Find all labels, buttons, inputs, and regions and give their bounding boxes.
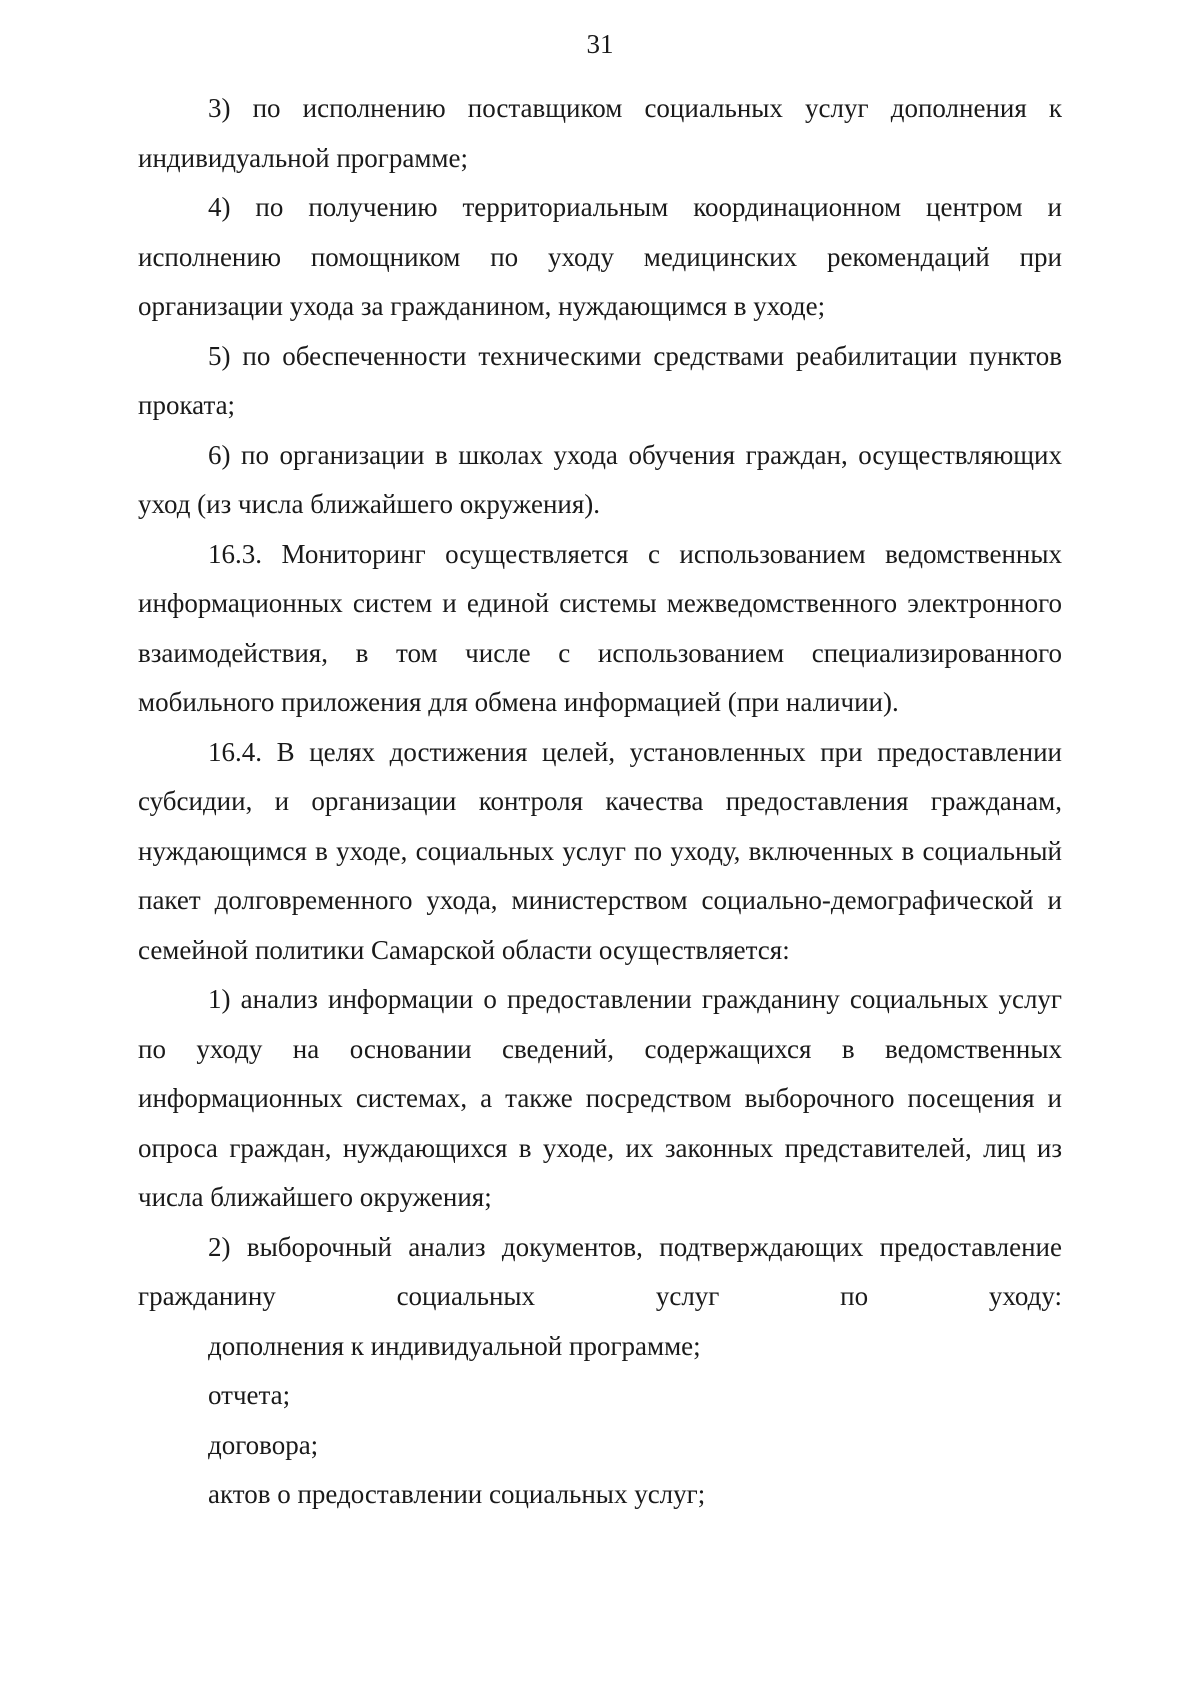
list-item: актов о предоставлении социальных услуг; <box>208 1479 706 1509</box>
list-item: отчета; <box>208 1380 291 1410</box>
list-item: договора; <box>208 1429 319 1460</box>
paragraph-16-4: 16.4. В целях достижения целей, установленных при предоставлении субсидии, и организации контроля качества предоставления гражданам, нуждающимся в уходе, социальных услуг по уходу, включенных в социальный пакет долговременного ухода, министерством социально-демографической и семейной политики Самарской области осуществляется: <box>138 736 1062 965</box>
paragraph-subitem-1: 1) анализ информации о предоставлении гражданину социальных услуг по уходу на основании сведений, содержащихся в ведомственных информационных системах, а также посредством выборочного посещения и опроса граждан, нуждающихся в уходе, их законных представителей, лиц из числа ближайшего окружения; <box>138 984 1062 1212</box>
paragraph-subitem-2: 2) выборочный анализ документов, подтверждающих предоставление гражданину социальных услуг по уходу: <box>138 1231 1062 1311</box>
paragraph-item-5: 5) по обеспеченности техническими средствами реабилитации пунктов проката; <box>138 340 1062 420</box>
list-item: дополнения к индивидуальной программе; <box>208 1330 701 1361</box>
document-body <box>138 84 1062 1520</box>
paragraph-16-3: 16.3. Мониторинг осуществляется с использованием ведомственных информационных систем и единой системы межведомственного электронного взаимодействия, в том числе с использованием специализированного мобильного приложения для обмена информацией (при наличии). <box>138 538 1062 717</box>
paragraph-item-6: 6) по организации в школах ухода обучения граждан, осуществляющих уход (из числа ближайшего окружения). <box>138 439 1062 519</box>
paragraph-item-4: 4) по получению территориальным координационном центром и исполнению помощником по уходу медицинских рекомендаций при организации ухода за гражданином, нуждающимся в уходе; <box>138 192 1062 321</box>
paragraph-item-3: 3) по исполнению поставщиком социальных услуг дополнения к индивидуальной программе; <box>138 93 1062 173</box>
page-number: 31 <box>586 29 614 59</box>
